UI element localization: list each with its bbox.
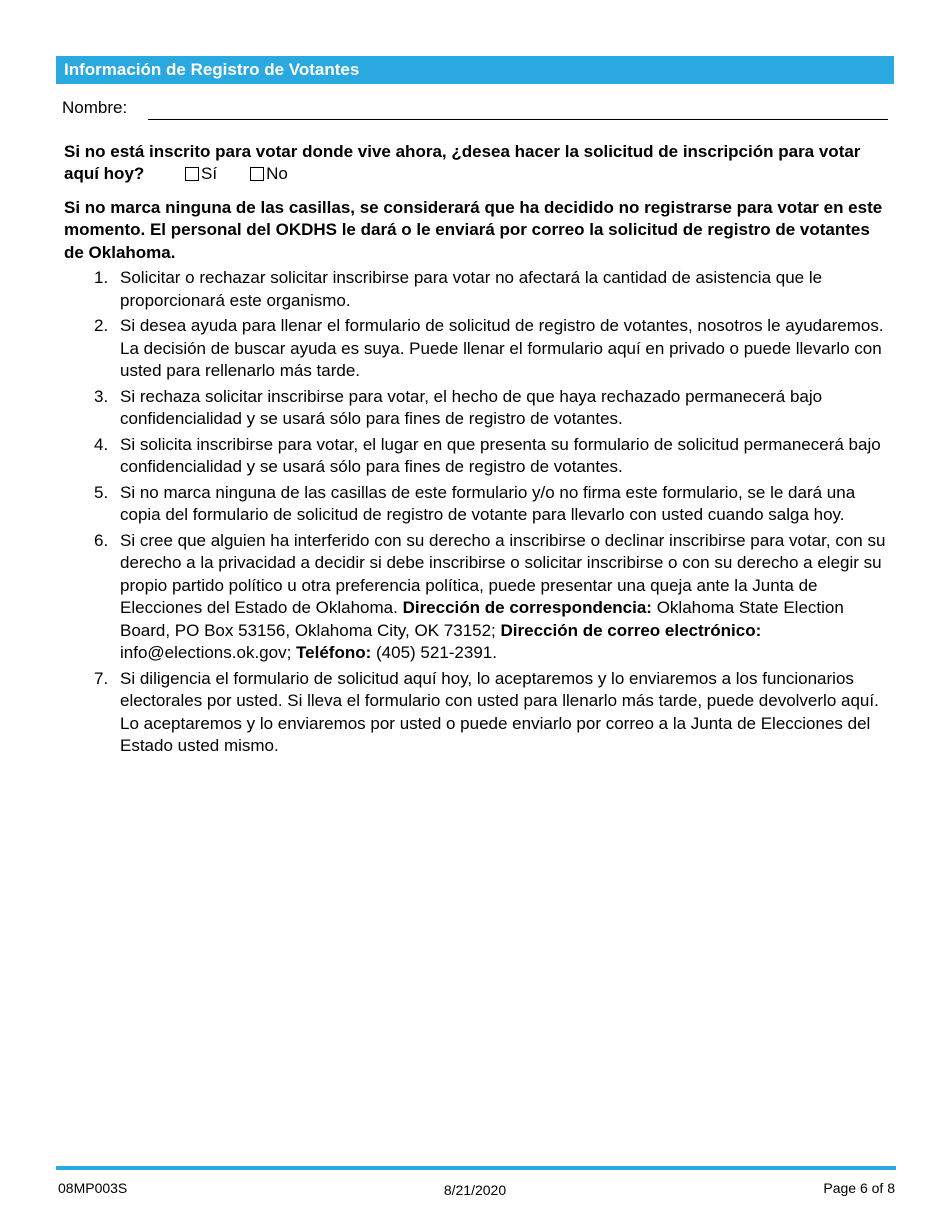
email-label: Dirección de correo electrónico: bbox=[500, 620, 762, 640]
no-option[interactable] bbox=[250, 163, 288, 185]
no-label: No bbox=[266, 164, 288, 183]
section-title: Información de Registro de Votantes bbox=[64, 60, 360, 79]
list-item bbox=[64, 668, 894, 758]
form-date: 8/21/2020 bbox=[443, 1182, 507, 1198]
list-item-text: Si diligencia el formulario de solicitud aquí hoy, lo aceptaremos y lo enviaremos a los funcionarios electorales por usted. Si lleva el formulario con usted para llenarlo más tarde, puede devolverlo aquí. Lo aceptaremos y lo enviaremos por usted o puede enviarlo por correo a la Junta de Elecciones del Estado usted mismo. bbox=[120, 668, 879, 755]
mail-address: Oklahoma State Election Board, PO Box 53156, Oklahoma City, OK 73152; bbox=[120, 598, 844, 640]
list-item-number: 4. bbox=[94, 434, 109, 454]
section-header bbox=[56, 56, 894, 84]
list-item bbox=[64, 530, 894, 665]
list-item bbox=[64, 482, 894, 527]
page-number: Page 6 of 8 bbox=[823, 1180, 895, 1196]
list-item-text: Si cree que alguien ha interferido con su derecho a inscribirse o declinar inscribirse para votar, con su derecho a la privacidad a decidir si debe inscribirse o solicitar inscribirse o con su derecho a elegir su propio partido político u otra preferencia política, puede presentar una queja ante la Junta de Elecciones del Estado de Oklahoma. bbox=[120, 530, 886, 617]
list-item-number: 1. bbox=[94, 268, 109, 287]
name-field-row bbox=[62, 98, 888, 122]
registration-question bbox=[64, 141, 894, 185]
name-input-line[interactable] bbox=[148, 119, 888, 120]
name-label: Nombre: bbox=[62, 98, 128, 117]
phone-number: (405) 521-2391. bbox=[376, 643, 497, 662]
list-item-number: 7. bbox=[94, 668, 109, 688]
list-item-text: Si rechaza solicitar inscribirse para votar, el hecho de que haya rechazado permanecerá bajo confidencialidad y se usará sólo para fines de registro de votantes. bbox=[120, 386, 823, 428]
list-item-text: Si solicita inscribirse para votar, el lugar en que presenta su formulario de solicitud permanecerá bajo confidencialidad y se usará sólo para fines de registro de votantes. bbox=[120, 434, 881, 476]
email-address: info@elections.ok.gov; bbox=[120, 643, 292, 662]
form-id: 08MP003S bbox=[58, 1180, 128, 1196]
rights-list bbox=[64, 267, 894, 761]
yes-checkbox[interactable] bbox=[185, 167, 199, 181]
list-item bbox=[64, 315, 894, 383]
list-item bbox=[64, 267, 894, 312]
list-item-text: Si desea ayuda para llenar el formulario de solicitud de registro de votantes, nosotros le ayudaremos. La decisión de buscar ayuda es suya. Puede llenar el formulario aquí en privado o puede llevarlo con usted para rellenarlo más tarde. bbox=[120, 316, 884, 380]
list-item-text: Solicitar o rechazar solicitar inscribirse para votar no afectará la cantidad de asistencia que le proporcionará este organismo. bbox=[120, 268, 823, 310]
footer-rule bbox=[56, 1166, 896, 1170]
list-item bbox=[64, 386, 894, 431]
no-checkbox[interactable] bbox=[250, 167, 264, 181]
mail-label: Dirección de correspondencia: bbox=[402, 598, 652, 617]
list-item-number: 2. bbox=[94, 316, 109, 335]
list-item bbox=[64, 434, 894, 479]
list-item-number: 5. bbox=[94, 482, 109, 502]
list-item-text: Si no marca ninguna de las casillas de este formulario y/o no firma este formulario, se le dará una copia del formulario de solicitud de registro de votante para llevarlo con usted cuando salga hoy. bbox=[120, 482, 856, 524]
list-item-number: 3. bbox=[94, 386, 109, 406]
question-text: Si no está inscrito para votar donde vive ahora, ¿desea hacer la solicitud de inscripción para votar aquí hoy? bbox=[64, 142, 861, 183]
yes-label: Sí bbox=[201, 164, 218, 183]
notice-text: Si no marca ninguna de las casillas, se considerará que ha decidido no registrarse para votar en este momento. El personal del OKDHS le dará o le enviará por correo la solicitud de registro de votantes de Oklahoma. bbox=[64, 198, 883, 262]
yes-option[interactable] bbox=[185, 163, 217, 185]
phone-label: Teléfono: bbox=[296, 643, 372, 662]
list-item-number: 6. bbox=[94, 530, 109, 550]
